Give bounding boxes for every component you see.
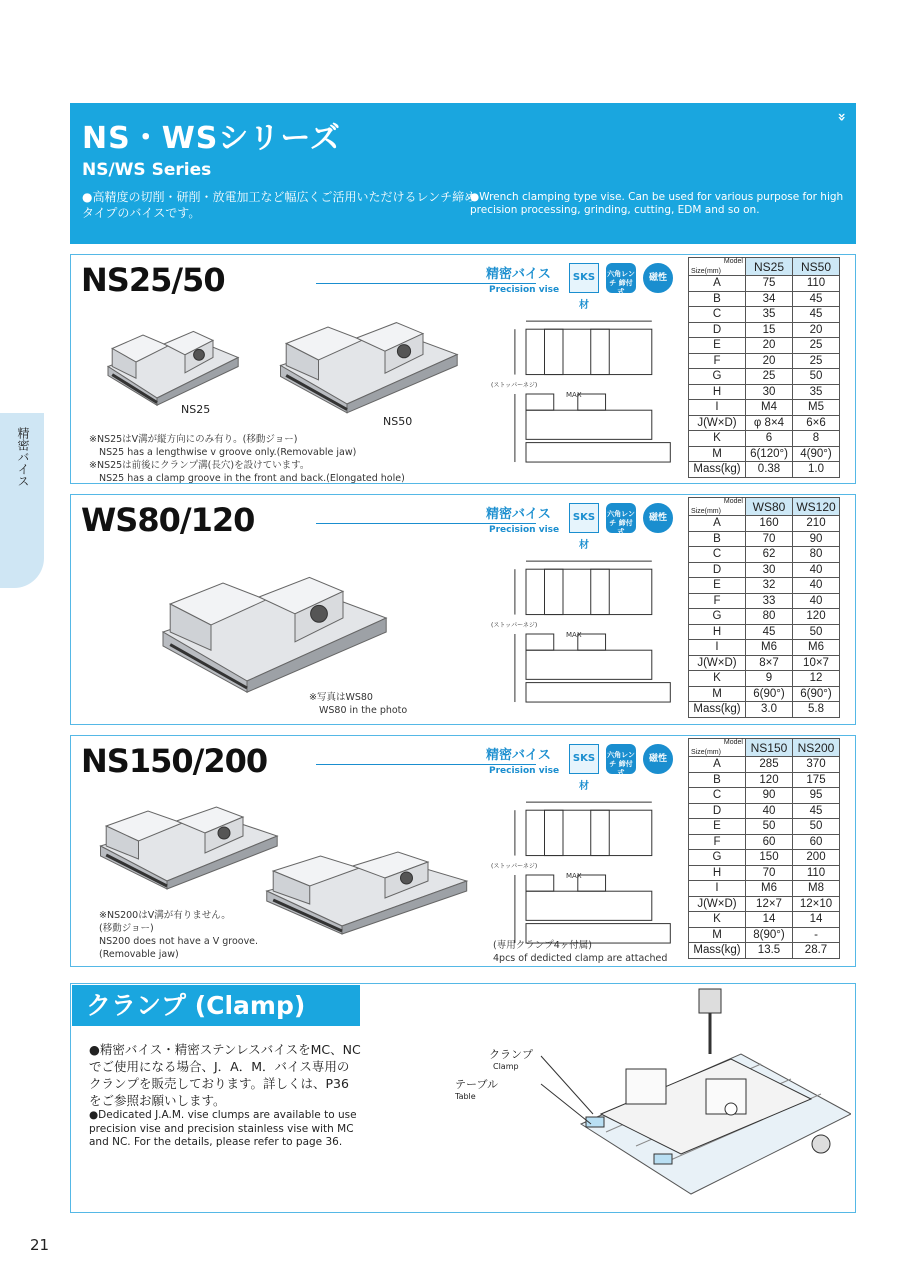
row-label: F xyxy=(689,834,746,850)
table-label-en: Table xyxy=(455,1092,476,1101)
row-label: Mass(kg) xyxy=(689,462,746,478)
photo-label-ns25: NS25 xyxy=(181,403,211,416)
cell-value: 6×6 xyxy=(793,415,840,431)
cell-value: 80 xyxy=(793,547,840,563)
table-row xyxy=(689,384,840,400)
note-line: WS80 in the photo xyxy=(319,705,408,716)
note-line: 4pcs of dedicted clamp are attached xyxy=(493,953,668,964)
vise-photo xyxy=(151,555,391,699)
row-label: J(W×D) xyxy=(689,415,746,431)
note-line: ※NS25はV溝が縦方向にのみ有り。(移動ジョー) xyxy=(89,434,298,445)
cell-value: 20 xyxy=(746,338,793,354)
cell-value: 285 xyxy=(746,757,793,773)
series-desc-en: ●Wrench clamping type vise. Can be used for various purpose for high precision processing, grinding, cutting, EDM and so on. xyxy=(470,191,844,216)
table-row xyxy=(689,276,840,292)
table-row xyxy=(689,462,840,478)
row-label: K xyxy=(689,431,746,447)
row-label: A xyxy=(689,276,746,292)
cell-value: 70 xyxy=(746,865,793,881)
cell-value: 32 xyxy=(746,578,793,594)
column-header: NS200 xyxy=(793,739,840,757)
magnet-badge: 磁性 xyxy=(643,744,673,774)
cell-value: 9 xyxy=(746,671,793,687)
table-row xyxy=(689,896,840,912)
cell-value: 110 xyxy=(793,276,840,292)
cell-value: M6 xyxy=(746,881,793,897)
series-subtitle: NS/WS Series xyxy=(82,160,212,180)
cell-value: 50 xyxy=(793,819,840,835)
clamp-desc-jp: ●精密バイス・精密ステンレスバイスをMC、NCでご使用になる場合、J．A．M．バイス専用のクランプを販売しております。詳しくは、P36をご参照お願いします。 xyxy=(89,1042,361,1108)
table-row xyxy=(689,912,840,928)
cell-value: M6 xyxy=(746,640,793,656)
table-row xyxy=(689,322,840,338)
column-header: NS150 xyxy=(746,739,793,757)
row-label: J(W×D) xyxy=(689,655,746,671)
note-line: NS25 has a lengthwise v groove only.(Removable jaw) xyxy=(99,447,357,458)
model-title: NS150/200 xyxy=(81,742,268,780)
spec-table xyxy=(688,738,840,959)
cell-value: 60 xyxy=(793,834,840,850)
cell-value: 60 xyxy=(746,834,793,850)
stopper-label: (ストッパーネジ) xyxy=(491,622,538,629)
cell-value: M6 xyxy=(793,640,840,656)
table-row xyxy=(689,865,840,881)
table-row xyxy=(689,850,840,866)
model-header: Model xyxy=(723,739,743,746)
cell-value: 8(90°) xyxy=(746,927,793,943)
divider-line xyxy=(316,523,536,524)
note-line: NS200 does not have a V groove. xyxy=(99,936,259,947)
cell-value: 30 xyxy=(746,384,793,400)
cell-value: 30 xyxy=(746,562,793,578)
cell-value: 25 xyxy=(793,338,840,354)
note-line: ※NS25は前後にクランプ溝(長穴)を設けています。 xyxy=(89,460,310,471)
table-label-jp: テーブル xyxy=(455,1078,499,1091)
vise-photo xyxy=(256,836,471,936)
row-label: A xyxy=(689,516,746,532)
table-row xyxy=(689,338,840,354)
table-row xyxy=(689,562,840,578)
sks-badge: SKS 材 xyxy=(569,503,599,533)
row-label: H xyxy=(689,624,746,640)
clamp-label-en: Clamp xyxy=(493,1062,519,1071)
series-header xyxy=(70,103,856,244)
cell-value: M5 xyxy=(793,400,840,416)
row-label: C xyxy=(689,547,746,563)
cell-value: M4 xyxy=(746,400,793,416)
cell-value: 45 xyxy=(793,307,840,323)
table-row xyxy=(689,702,840,718)
vise-photo xyxy=(91,791,281,891)
spec-table xyxy=(688,497,840,718)
notes xyxy=(89,433,405,485)
cell-value: 6(120°) xyxy=(746,446,793,462)
table-row xyxy=(689,640,840,656)
side-tab-label: 精密バイス xyxy=(16,427,30,487)
cell-value: 200 xyxy=(793,850,840,866)
vise-photo xyxy=(151,555,391,695)
sks-badge: SKS 材 xyxy=(569,263,599,293)
side-tab[interactable] xyxy=(0,413,44,588)
photo-label-ns50: NS50 xyxy=(383,415,413,428)
precision-label-jp: 精密バイス xyxy=(486,507,551,522)
cell-value: 33 xyxy=(746,593,793,609)
wrench-badge: 六角レンチ 締付式 xyxy=(606,263,636,293)
cell-value: 28.7 xyxy=(793,943,840,959)
note-line: NS25 has a clamp groove in the front and back.(Elongated hole) xyxy=(99,473,405,484)
table-row xyxy=(689,593,840,609)
row-label: I xyxy=(689,640,746,656)
row-label: B xyxy=(689,531,746,547)
table-row xyxy=(689,671,840,687)
row-label: M xyxy=(689,686,746,702)
model-title: NS25/50 xyxy=(81,261,225,299)
row-label: G xyxy=(689,609,746,625)
cell-value: 45 xyxy=(746,624,793,640)
table-row xyxy=(689,881,840,897)
row-label: D xyxy=(689,803,746,819)
table-row xyxy=(689,686,840,702)
cell-value: - xyxy=(793,927,840,943)
row-label: G xyxy=(689,850,746,866)
cell-value: 40 xyxy=(793,578,840,594)
chevron-icon[interactable]: » xyxy=(833,112,850,122)
cell-value: 3.0 xyxy=(746,702,793,718)
cell-value: 25 xyxy=(746,369,793,385)
table-row xyxy=(689,415,840,431)
clamp-title: クランプ (Clamp) xyxy=(72,985,360,1026)
sks-badge: SKS 材 xyxy=(569,744,599,774)
vise-photo xyxy=(271,305,461,415)
row-label: C xyxy=(689,307,746,323)
cell-value: 70 xyxy=(746,531,793,547)
cell-value: 160 xyxy=(746,516,793,532)
precision-label-jp: 精密バイス xyxy=(486,267,551,282)
row-label: Mass(kg) xyxy=(689,943,746,959)
cell-value: 210 xyxy=(793,516,840,532)
max-label: MAX xyxy=(566,872,582,880)
row-label: H xyxy=(689,865,746,881)
table-row xyxy=(689,757,840,773)
row-label: K xyxy=(689,671,746,687)
column-header: WS80 xyxy=(746,498,793,516)
row-label: Mass(kg) xyxy=(689,702,746,718)
cell-value: M8 xyxy=(793,881,840,897)
cell-value: 4(90°) xyxy=(793,446,840,462)
row-label: E xyxy=(689,578,746,594)
vise-photo xyxy=(101,317,241,407)
table-row xyxy=(689,655,840,671)
size-header: Size(mm) xyxy=(691,749,721,756)
cell-value: 150 xyxy=(746,850,793,866)
row-label: A xyxy=(689,757,746,773)
cell-value: 50 xyxy=(793,369,840,385)
note-line: (移動ジョー) xyxy=(99,923,154,934)
cell-value: φ 8×4 xyxy=(746,415,793,431)
cell-value: 20 xyxy=(746,353,793,369)
row-label: D xyxy=(689,322,746,338)
row-label: E xyxy=(689,338,746,354)
wrench-badge: 六角レンチ 締付式 xyxy=(606,744,636,774)
table-row xyxy=(689,291,840,307)
row-label: E xyxy=(689,819,746,835)
cell-value: 110 xyxy=(793,865,840,881)
stopper-label: (ストッパーネジ) xyxy=(491,863,538,870)
table-row xyxy=(689,624,840,640)
notes xyxy=(99,909,258,961)
clamp-desc-en: ●Dedicated J.A.M. vise clumps are available to use precision vise and precision stainless vise with MC and NC. For the details, please refer to page 36. xyxy=(89,1109,357,1148)
cell-value: 45 xyxy=(793,803,840,819)
model-header: Model xyxy=(723,498,743,505)
series-title: NS・WSシリーズ xyxy=(82,121,341,156)
cell-value: 14 xyxy=(746,912,793,928)
clamp-label-jp: クランプ xyxy=(489,1048,533,1061)
cell-value: 50 xyxy=(793,624,840,640)
wrench-badge: 六角レンチ 締付式 xyxy=(606,503,636,533)
cell-value: 6(90°) xyxy=(746,686,793,702)
row-label: F xyxy=(689,593,746,609)
row-label: F xyxy=(689,353,746,369)
row-label: H xyxy=(689,384,746,400)
row-label: K xyxy=(689,912,746,928)
model-header: Model xyxy=(723,258,743,265)
row-label: M xyxy=(689,446,746,462)
table-row xyxy=(689,446,840,462)
note-line: ※写真はWS80 xyxy=(309,692,373,703)
precision-label-en: Precision vise xyxy=(489,766,560,776)
cell-value: 8 xyxy=(793,431,840,447)
cell-value: 25 xyxy=(793,353,840,369)
precision-label-en: Precision vise xyxy=(489,525,560,535)
cell-value: 35 xyxy=(793,384,840,400)
row-label: B xyxy=(689,291,746,307)
table-corner xyxy=(689,739,746,757)
row-label: J(W×D) xyxy=(689,896,746,912)
cell-value: 90 xyxy=(746,788,793,804)
cell-value: 13.5 xyxy=(746,943,793,959)
cell-value: 34 xyxy=(746,291,793,307)
size-header: Size(mm) xyxy=(691,268,721,275)
cell-value: 90 xyxy=(793,531,840,547)
note-line: ※NS200はV溝が有りません。 xyxy=(99,910,231,921)
row-label: D xyxy=(689,562,746,578)
section-ns25-50 xyxy=(70,254,856,484)
cell-value: 12×7 xyxy=(746,896,793,912)
cell-value: 50 xyxy=(746,819,793,835)
column-header: NS50 xyxy=(793,258,840,276)
clamp-section xyxy=(70,983,856,1213)
cell-value: 20 xyxy=(793,322,840,338)
divider-line xyxy=(316,764,536,765)
max-label: MAX xyxy=(566,391,582,399)
spec-table xyxy=(688,257,840,478)
table-row xyxy=(689,516,840,532)
cell-value: 12×10 xyxy=(793,896,840,912)
vise-photo-ns25 xyxy=(101,317,241,411)
cell-value: 75 xyxy=(746,276,793,292)
cell-value: 14 xyxy=(793,912,840,928)
stopper-label: (ストッパーネジ) xyxy=(491,382,538,389)
cell-value: 40 xyxy=(793,593,840,609)
table-row xyxy=(689,834,840,850)
table-row xyxy=(689,307,840,323)
cell-value: 12 xyxy=(793,671,840,687)
cell-value: 15 xyxy=(746,322,793,338)
page-number: 21 xyxy=(30,1236,50,1254)
table-row xyxy=(689,803,840,819)
cell-value: 6(90°) xyxy=(793,686,840,702)
cell-value: 8×7 xyxy=(746,655,793,671)
cell-value: 175 xyxy=(793,772,840,788)
magnet-badge: 磁性 xyxy=(643,503,673,533)
vise-photo-ns50 xyxy=(271,305,461,419)
column-header: NS25 xyxy=(746,258,793,276)
vise-photo-ns150 xyxy=(91,791,281,895)
cell-value: 95 xyxy=(793,788,840,804)
table-row xyxy=(689,369,840,385)
cell-value: 80 xyxy=(746,609,793,625)
table-row xyxy=(689,819,840,835)
row-label: G xyxy=(689,369,746,385)
row-label: I xyxy=(689,400,746,416)
series-desc-jp: ●高精度の切削・研削・放電加工など幅広くご活用いただけるレンチ締めタイプのバイスです。 xyxy=(82,190,477,220)
note-line: (Removable jaw) xyxy=(99,949,179,960)
cell-value: 5.8 xyxy=(793,702,840,718)
table-row xyxy=(689,943,840,959)
table-row xyxy=(689,788,840,804)
cell-value: 10×7 xyxy=(793,655,840,671)
cell-value: 6 xyxy=(746,431,793,447)
row-label: B xyxy=(689,772,746,788)
row-label: I xyxy=(689,881,746,897)
cell-value: 45 xyxy=(793,291,840,307)
cell-value: 370 xyxy=(793,757,840,773)
table-row xyxy=(689,547,840,563)
precision-label-jp: 精密バイス xyxy=(486,748,551,763)
vise-photo-ns200 xyxy=(256,836,471,940)
divider-line xyxy=(316,283,536,284)
table-row xyxy=(689,772,840,788)
note-line: (専用クランプ4ヶ付属) xyxy=(493,940,592,951)
precision-label-en: Precision vise xyxy=(489,285,560,295)
table-row xyxy=(689,431,840,447)
section-ws80-120 xyxy=(70,494,856,725)
cell-value: 62 xyxy=(746,547,793,563)
magnet-badge: 磁性 xyxy=(643,263,673,293)
clamp-illustration xyxy=(441,984,851,1209)
cell-value: 120 xyxy=(793,609,840,625)
table-row xyxy=(689,531,840,547)
table-row xyxy=(689,400,840,416)
cell-value: 120 xyxy=(746,772,793,788)
max-label: MAX xyxy=(566,631,582,639)
size-header: Size(mm) xyxy=(691,508,721,515)
row-label: M xyxy=(689,927,746,943)
cell-value: 1.0 xyxy=(793,462,840,478)
table-corner xyxy=(689,498,746,516)
cell-value: 0.38 xyxy=(746,462,793,478)
model-title: WS80/120 xyxy=(81,501,255,539)
column-header: WS120 xyxy=(793,498,840,516)
notes xyxy=(309,691,407,717)
cell-value: 40 xyxy=(793,562,840,578)
table-row xyxy=(689,353,840,369)
table-row xyxy=(689,609,840,625)
cell-value: 35 xyxy=(746,307,793,323)
table-row xyxy=(689,578,840,594)
table-row xyxy=(689,927,840,943)
section-ns150-200 xyxy=(70,735,856,967)
table-corner xyxy=(689,258,746,276)
cell-value: 40 xyxy=(746,803,793,819)
row-label: C xyxy=(689,788,746,804)
